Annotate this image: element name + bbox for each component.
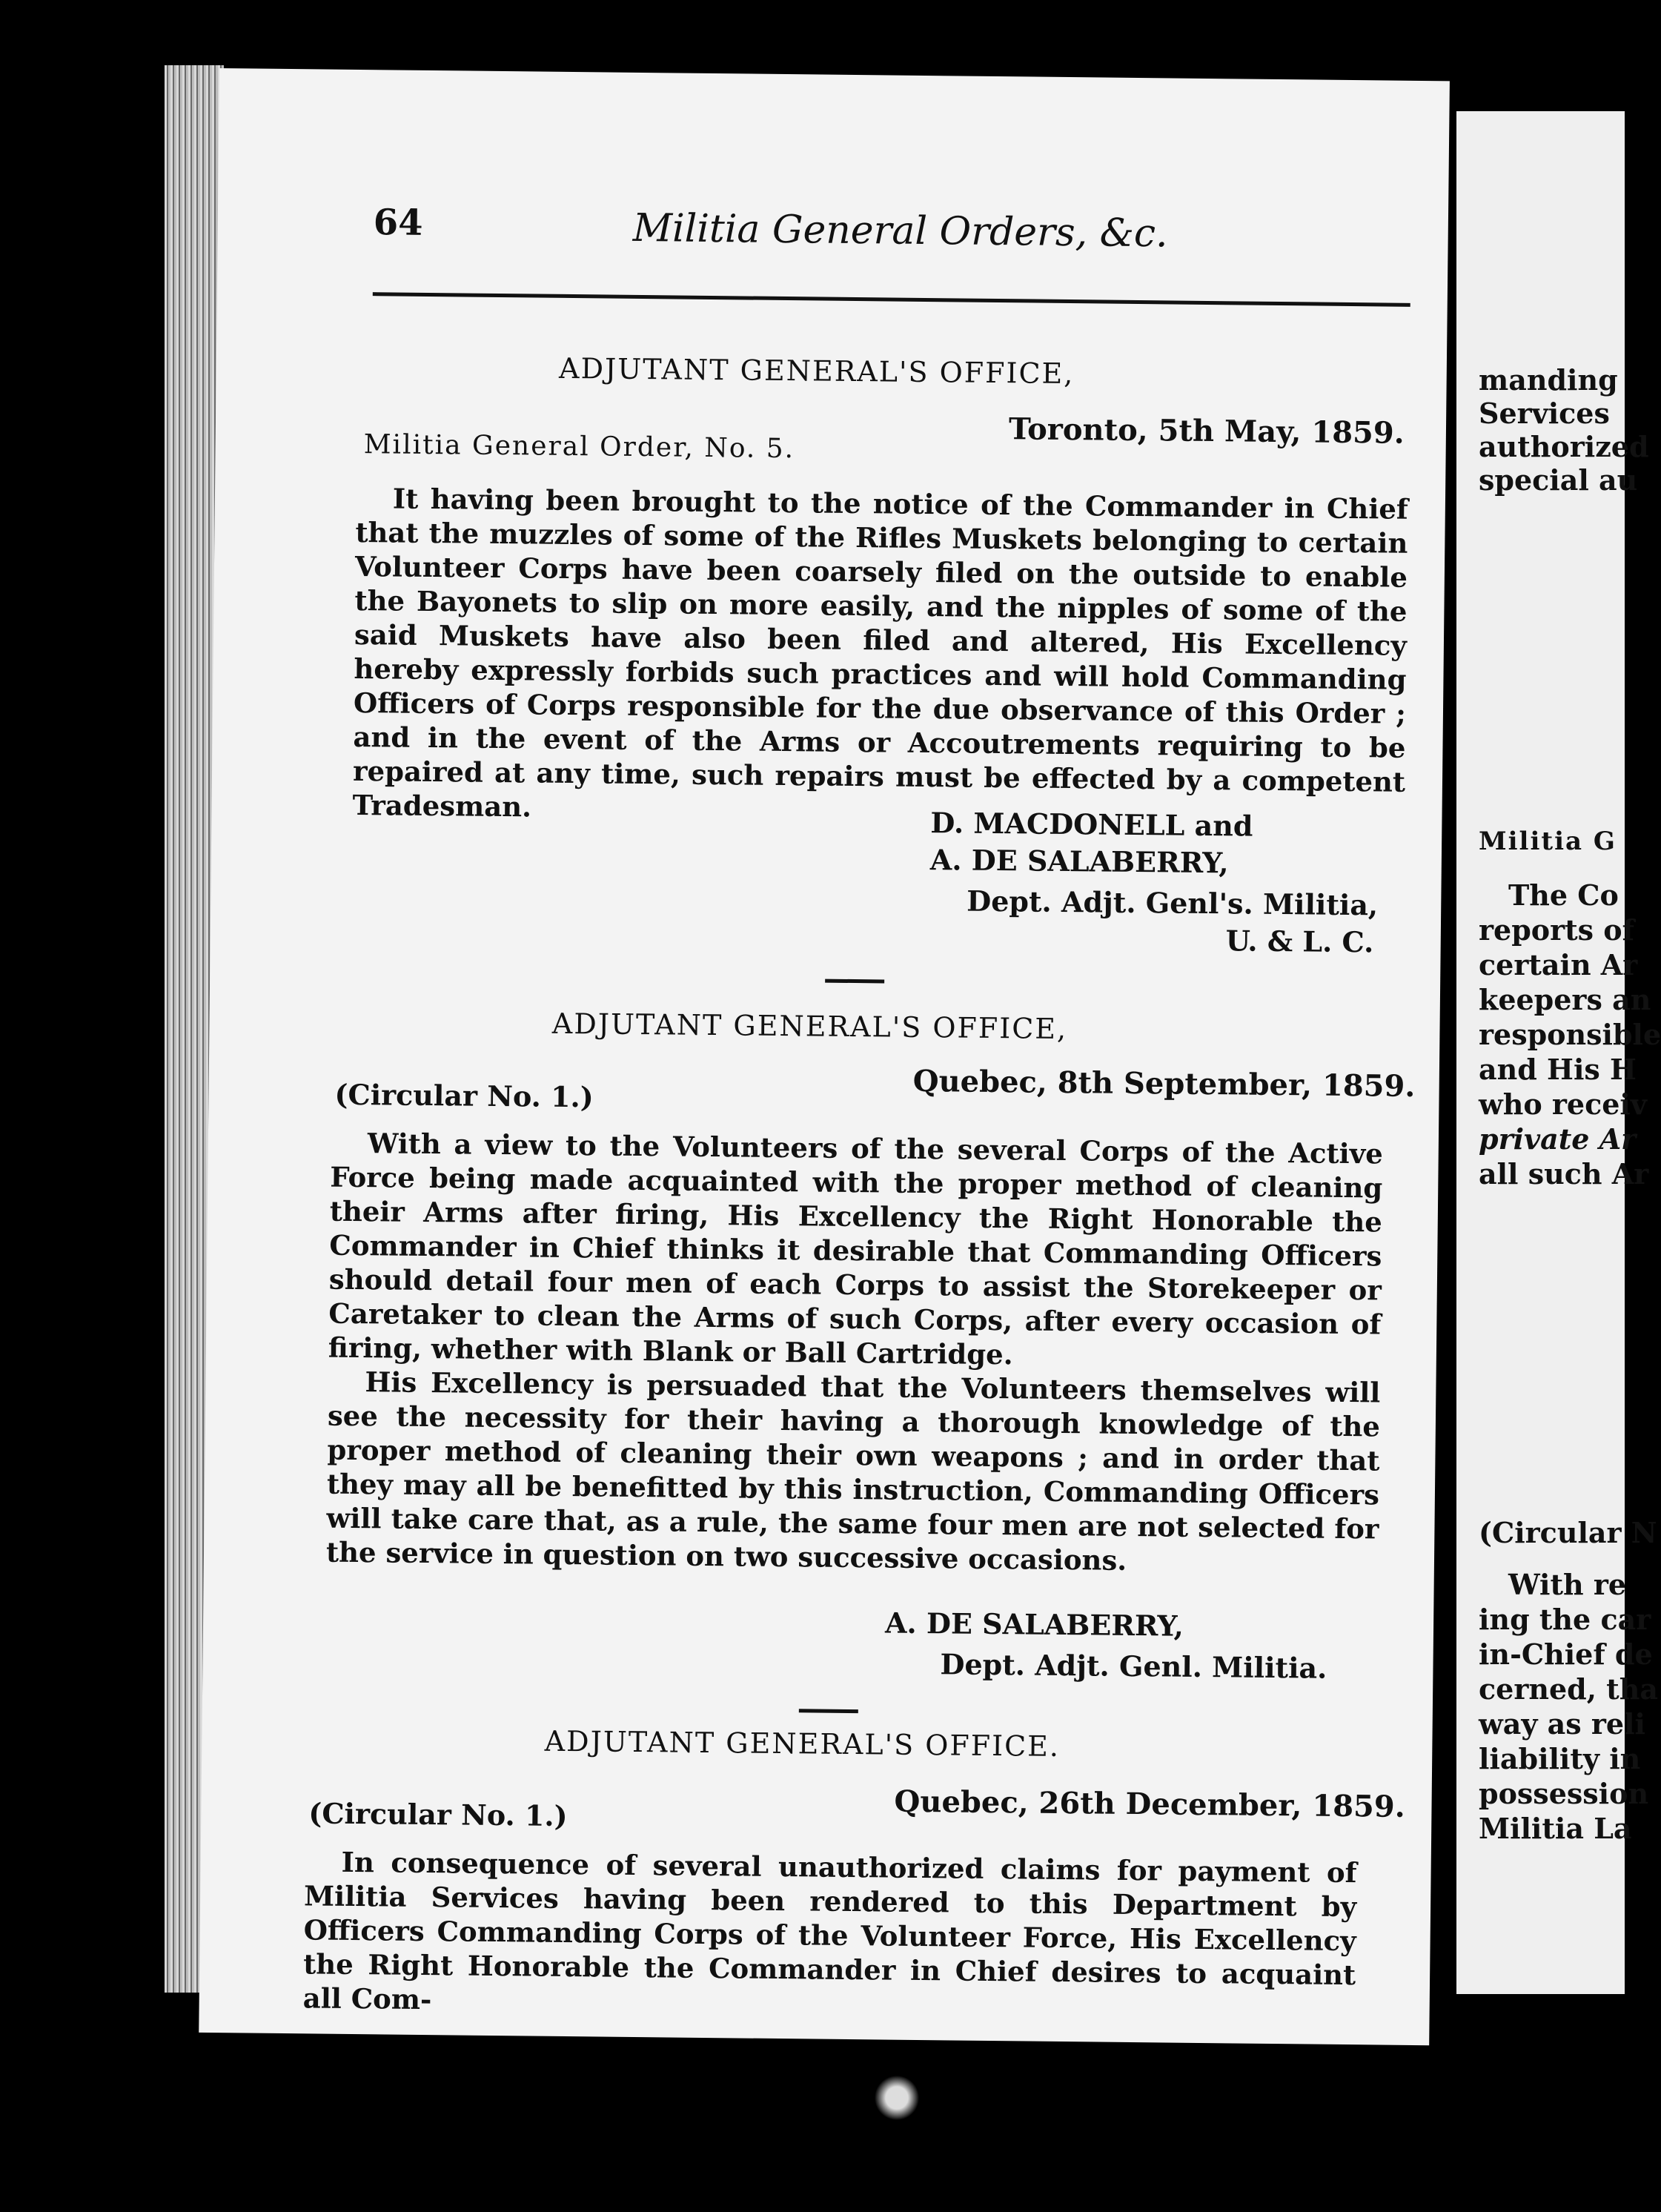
section2-date: Quebec, 8th September, 1859. [912,1063,1416,1104]
rp-line: cerned, tha [1479,1672,1658,1706]
section3-date: Quebec, 26th December, 1859. [894,1784,1405,1824]
rp-line: possession [1479,1777,1649,1810]
scan-blot [875,2068,919,2127]
rp-heading: Militia G [1479,827,1617,856]
rp-line: who receiv [1479,1087,1647,1121]
section3-body-text: In consequence of several unauthorized claims for payment of Militia Services having been rendered to this Department by Officers Commanding Corps of the Volunteer Force, His Excellency the Right Honorable the Commander in Chief desires to acquaint all Com- [302,1845,1357,2016]
facing-page [1456,111,1661,1994]
rp-line: Militia La [1479,1812,1632,1845]
rp-line: ing the car [1479,1603,1651,1636]
section2-body-para2: His Excellency is persuaded that the Volunteers themselves will see the necessity for their having a thorough knowledge of the proper method of cleaning their own weapons ; and in order that they may all be benefitted by this instruction, Commanding Officers will take care that, as a rule, the same four men are not selected for the service in question on two successive occasions. [325,1365,1381,1577]
section2-circular: (Circular No. 1.) [334,1077,594,1114]
page-number: 64 [373,202,423,244]
section1-sig3: Dept. Adjt. Genl's. Militia, [967,884,1379,922]
rp-line: reports of [1479,913,1635,947]
rp-line: Services [1479,397,1610,430]
section1-sig4: U. & L. C. [1225,924,1374,959]
section1-body [352,481,1408,833]
separator-2 [799,1709,858,1713]
section2-sig1: A. DE SALABERRY, [884,1606,1184,1643]
section1-order: Militia General Order, No. 5. [363,429,795,465]
rp-line: responsible [1479,1018,1661,1051]
rp-line: private Ar [1479,1122,1637,1156]
section3-circular: (Circular No. 1.) [308,1796,568,1833]
rp-circular: (Circular N [1479,1516,1657,1549]
rp-line: way as reli [1479,1707,1645,1741]
rp-line: The Co [1508,878,1619,912]
rp-line: special au [1479,463,1638,497]
section2-body-para1: With a view to the Volunteers of the several Corps of the Active Force being made acquainted with the proper method of cleaning their Arms after firing, His Excellency the Right Honorable the Commander in Chief thinks it desirable that Commanding Officers should detail four men of each Corps to assist the Storekeeper or Caretaker to clean the Arms of such Corps, after every occasion of firing, whether with Blank or Ball Cartridge. [328,1127,1383,1371]
separator-1 [825,979,884,984]
header-rule [373,292,1410,307]
running-title: Militia General Orders, &c. [632,205,1168,256]
rp-line: keepers an [1479,983,1651,1016]
rp-line: and His H [1479,1053,1637,1086]
section2-body [326,1126,1383,1580]
rp-line: manding [1479,363,1618,397]
section1-body-text: It having been brought to the notice of the Commander in Chief that the muzzles of some of the Rifles Muskets belonging to certain Volunteer Corps have been coarsely filed on the outside to enable the Bayonets to slip on more easily, and the nipples of some of the said Muskets have also been filed and altered, His Excellency hereby expressly forbids such practices and will hold Commanding Officers of Corps responsible for the due observance of this Order ; and in the event of the Arms or Accoutrements requiring to be repaired at any time, such repairs must be effected by a competent Tradesman. [352,482,1409,824]
section3-office: ADJUTANT GENERAL'S OFFICE. [544,1724,1061,1763]
main-page [199,68,1450,2045]
section3-body [303,1844,1357,2026]
rp-line: in-Chief de [1479,1638,1653,1671]
section1-date: Toronto, 5th May, 1859. [1008,411,1405,451]
section2-sig2: Dept. Adjt. Genl. Militia. [940,1647,1327,1685]
section1-sig1: D. MACDONELL and [930,806,1253,843]
rp-line: authorized [1479,430,1649,463]
rp-line: certain Ar [1479,948,1638,981]
section2-office: ADJUTANT GENERAL'S OFFICE, [551,1007,1068,1046]
rp-line: With re [1508,1568,1627,1601]
section1-sig2: A. DE SALABERRY, [929,843,1229,880]
rp-line: all such Ar [1479,1157,1649,1191]
rp-line: liability in [1479,1742,1641,1775]
section1-office: ADJUTANT GENERAL'S OFFICE, [558,351,1075,391]
